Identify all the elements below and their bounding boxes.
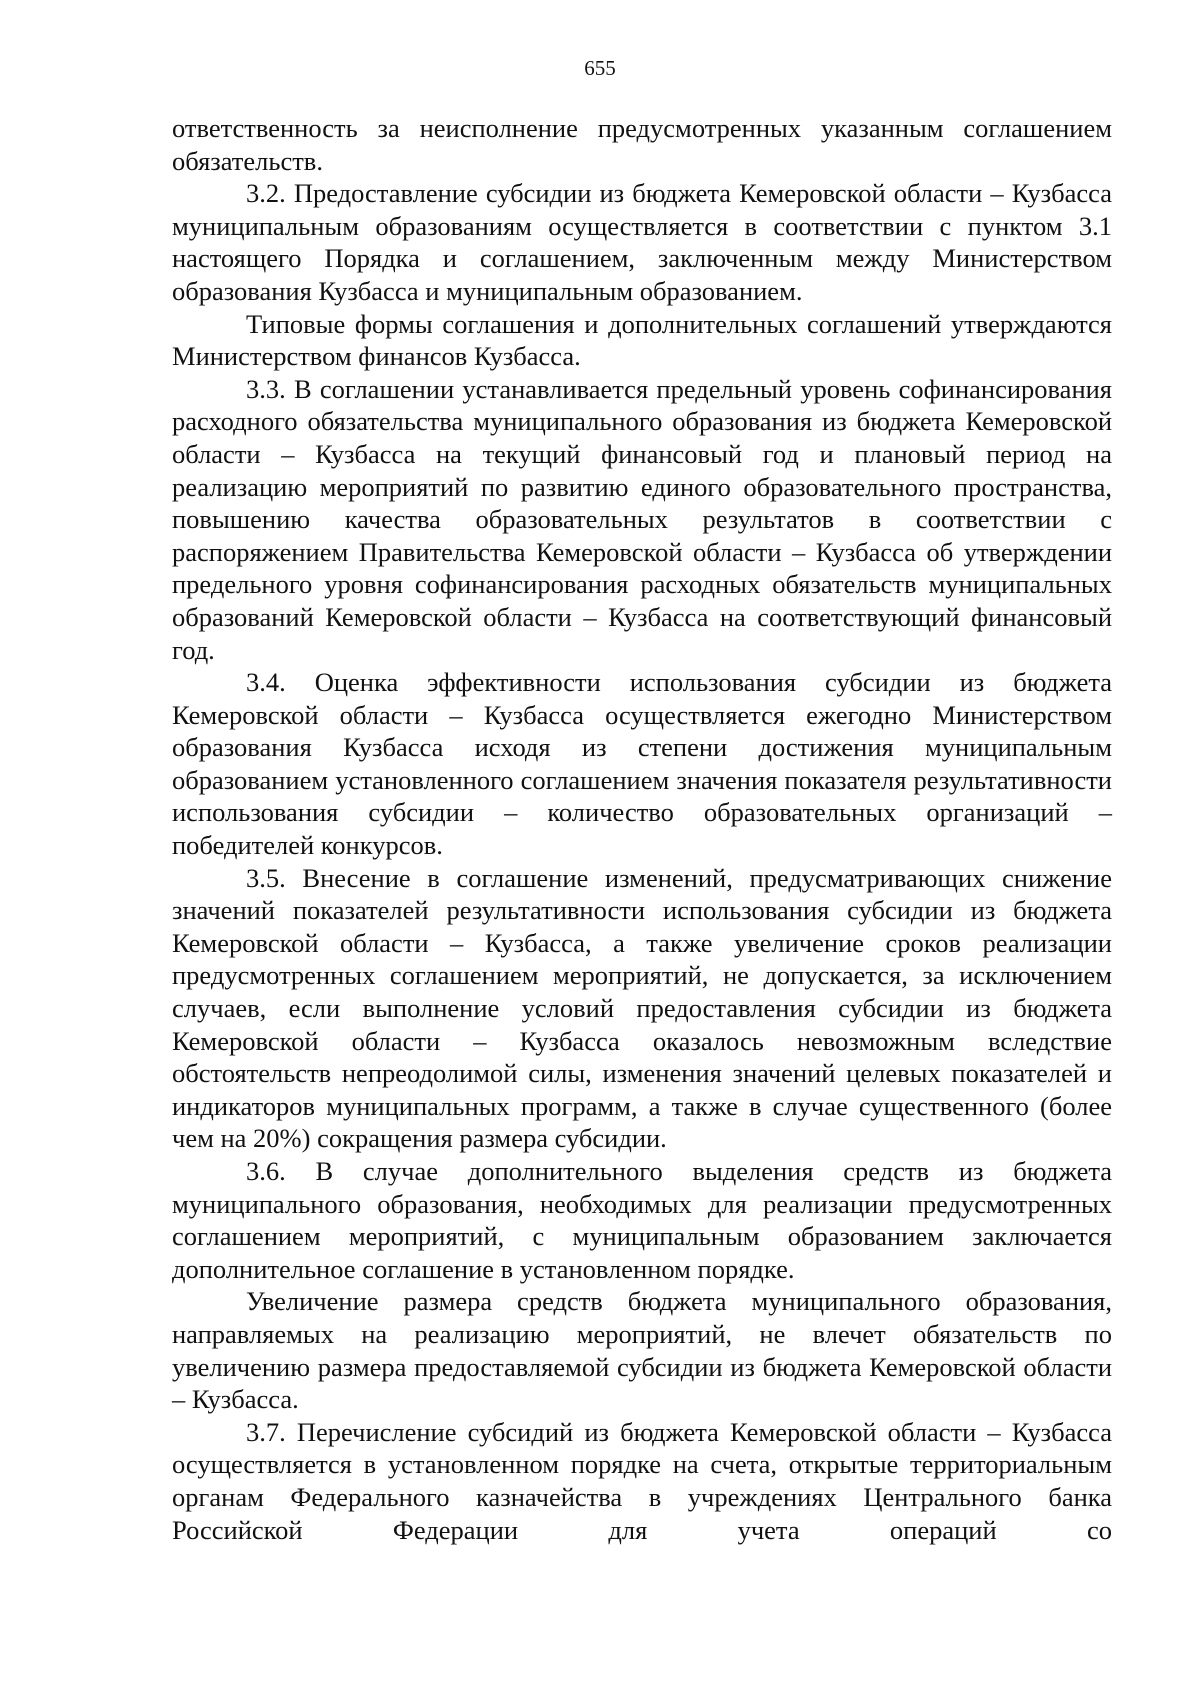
paragraph-3-2: 3.2. Предоставление субсидии из бюджета Кемеровской области – Кузбасса муниципальным образованиям осуществляется в соответствии с пунктом 3.1 настоящего Порядка и соглашением, заключенным между Министерством образования Кузбасса и муниципальным образованием. [172,178,1112,306]
paragraph-3-3: 3.3. В соглашении устанавливается предельный уровень софинансирования расходного обязательства муниципального образования из бюджета Кемеровской области – Кузбасса на текущий финансовый год и плановый период на реализацию мероприятий по развитию единого образовательного пространства, повышению качества образовательных результатов в соответствии с распоряжением Правительства Кемеровской области – Кузбасса об утверждении предельного уровня софинансирования расходных обязательств муниципальных образований Кемеровской области – Кузбасса на соответствующий финансовый год. [172,373,1112,665]
paragraph-3-4: 3.4. Оценка эффективности использования субсидии из бюджета Кемеровской области – Кузбасса осуществляется ежегодно Министерством образования Кузбасса исходя из степени достижения муниципальным образованием установленного соглашением значения показателя результативности использования субсидии – количество образовательных организаций – победителей конкурсов. [172,667,1112,861]
paragraph-continuation: ответственность за неисполнение предусмотренных указанным соглашением обязательств. [172,113,1112,176]
paragraph-budget-increase: Увеличение размера средств бюджета муниципального образования, направляемых на реализацию мероприятий, не влечет обязательств по увеличению размера предоставляемой субсидии из бюджета Кемеровской области – Кузбасса. [172,1286,1112,1415]
paragraph-typical-forms: Типовые формы соглашения и дополнительных соглашений утверждаются Министерством финансов Кузбасса. [172,308,1112,372]
paragraph-3-5: 3.5. Внесение в соглашение изменений, предусматривающих снижение значений показателей результативности использования субсидии из бюджета Кемеровской области – Кузбасса, а также увеличение сроков реализации предусмотренных соглашением мероприятий, не допускается, за исключением случаев, если выполнение условий предоставления субсидии из бюджета Кемеровской области – Кузбасса оказалось невозможным вследствие обстоятельств непреодолимой силы, изменения значений целевых показателей и индикаторов муниципальных программ, а также в случае существенного (более чем на 20%) сокращения размера субсидии. [172,862,1112,1154]
document-body [172,112,1112,1546]
paragraph-3-7: 3.7. Перечисление субсидий из бюджета Кемеровской области – Кузбасса осуществляется в установленном порядке на счета, открытые территориальным органам Федерального казначейства в учреждениях Центрального банка Российской Федерации для учета операций со [172,1416,1112,1545]
paragraph-3-6: 3.6. В случае дополнительного выделения средств из бюджета муниципального образования, необходимых для реализации предусмотренных соглашением мероприятий, с муниципальным образованием заключается дополнительное соглашение в установленном порядке. [172,1156,1112,1284]
page-number: 655 [584,56,616,80]
